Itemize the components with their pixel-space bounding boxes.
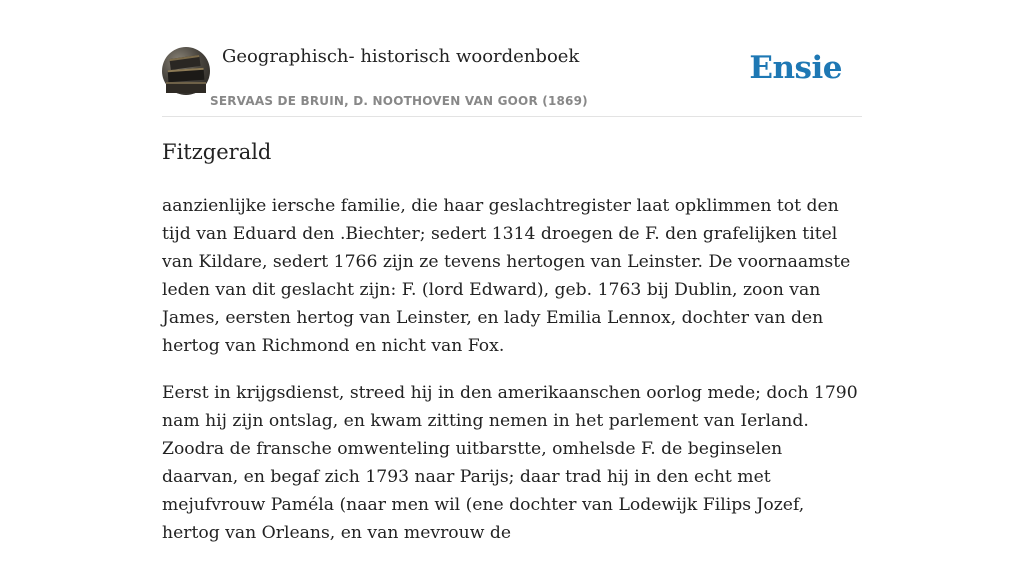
book-title[interactable]: Geographisch- historisch woordenboek <box>222 46 580 67</box>
ensie-logo[interactable]: Ensie <box>749 50 842 86</box>
book-header <box>162 40 862 117</box>
entry-body <box>162 192 862 566</box>
book-authors: SERVAAS DE BRUIN, D. NOOTHOVEN VAN GOOR (1869) <box>210 94 588 108</box>
entry-paragraph: Eerst in krijgsdienst, streed hij in den amerikaanschen oorlog mede; doch 1790 nam hij zijn ontslag, en kwam zitting nemen in het parlement van Ierland. Zoodra de fransche omwenteling uitbarstte, omhelsde F. de beginselen daarvan, en begaf zich 1793 naar Parijs; daar trad hij in den echt met mejufvrouw Paméla (naar men wil (ene dochter van Lodewijk Filips Jozef, hertog van Orleans, en van mevrouw de <box>162 383 858 543</box>
book-stack-icon[interactable] <box>162 47 210 95</box>
entry-title: Fitzgerald <box>162 140 272 164</box>
entry-paragraph: aanzienlijke iersche familie, die haar geslachtregister laat opklimmen tot den tijd van Eduard den .Biechter; sedert 1314 droegen de F. den grafelijken titel van Kildare, sedert 1766 zijn ze tevens hertogen van Leinster. De voornaamste leden van dit geslacht zijn: F. (lord Edward), geb. 1763 bij Dublin, zoon van James, eersten hertog van Leinster, en lady Emilia Lennox, dochter van den hertog van Richmond en nicht van Fox. <box>162 196 851 356</box>
